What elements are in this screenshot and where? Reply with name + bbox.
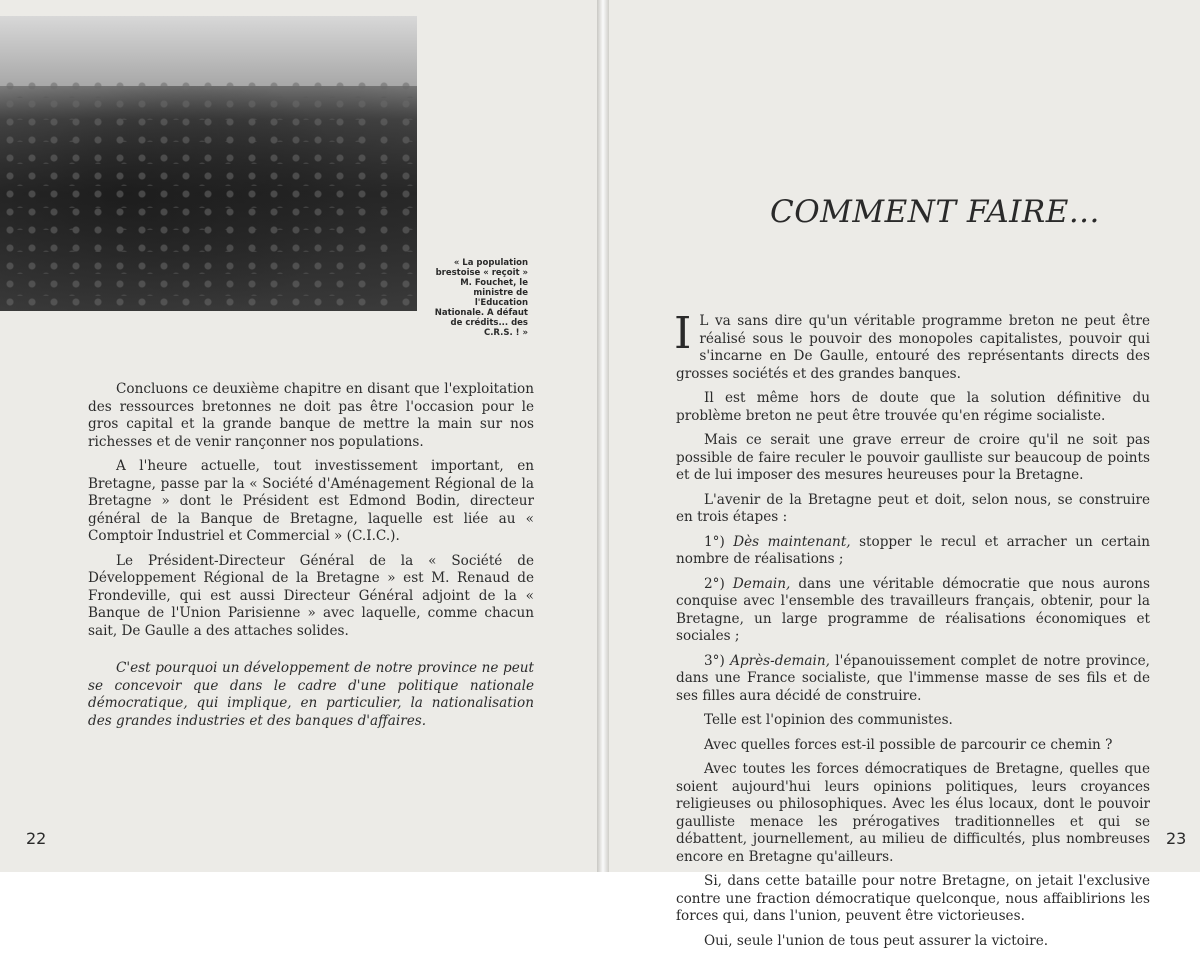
step-item [676, 576, 1150, 646]
left-page [0, 0, 597, 872]
left-body-text [88, 381, 534, 737]
right-paragraph: Il est même hors de doute que la solution définitive du problème breton ne peut être trouvée qu'en régime socialiste. [676, 390, 1150, 424]
photo-caption: « La population brestoise « reçoit » M. Fouchet, le ministre de l'Education Nationale. A défaut de crédits... des C.R.S. ! » [434, 258, 528, 338]
right-paragraph: Oui, seule l'union de tous peut assurer la victoire. [704, 932, 1049, 949]
page-number-left: 22 [26, 829, 47, 848]
left-paragraph: A l'heure actuelle, tout investissement important, en Bretagne, passe par la « Société d'Aménagement Régional de la Bretagne » dont le Président est Edmond Bodin, directeur général de la Banque de Bretagne, laquelle est liée au « Comptoir Industriel et Commercial » (C.I.C.). [88, 458, 534, 544]
right-paragraph: Telle est l'opinion des communistes. [704, 712, 953, 728]
step-label: Dès maintenant, [733, 533, 851, 550]
crowd-photo [0, 16, 417, 311]
drop-cap: I [674, 308, 692, 359]
step-number: 3°) [704, 652, 725, 669]
first-paragraph-text: L va sans dire qu'un véritable programme breton ne peut être réalisé sous le pouvoir des monopoles capitalistes, pouvoir qui s'incarne en De Gaulle, entouré des représentants directs des grosses sociétés et des grandes banques. [676, 313, 1150, 382]
right-paragraph: Si, dans cette bataille pour notre Bretagne, on jetait l'exclusive contre une fraction démocratique quelconque, nous affaiblirions les forces qui, dans l'union, peuvent être victorieuses. [676, 873, 1150, 924]
book-gutter [597, 0, 609, 872]
step-text: dans une véritable démocratie que nous aurons conquise avec l'ensemble des travailleurs français, obtenir, pour la Bretagne, un large programme de réalisations économiques et sociales ; [676, 575, 1150, 644]
left-paragraph: Concluons ce deuxième chapitre en disant que l'exploitation des ressources bretonnes ne doit pas être l'occasion pour le gros capital et la grande banque de mettre la main sur nos richesses et de venir rançonner nos populations. [88, 381, 534, 450]
step-number: 2°) [704, 575, 725, 592]
right-paragraph: L'avenir de la Bretagne peut et doit, selon nous, se construire en trois étapes : [676, 491, 1150, 525]
chapter-title: COMMENT FAIRE... [770, 194, 1100, 230]
step-label: Après-demain, [730, 652, 830, 669]
left-italic-paragraph: C'est pourquoi un développement de notre province ne peut se concevoir que dans le cadre d'une politique nationale démocratique, qui implique, en particulier, la nationalisation des grandes industries et des banques d'affaires. [88, 660, 534, 729]
right-paragraph: Avec toutes les forces démocratiques de Bretagne, quelles que soient aujourd'hui leurs opinions politiques, leurs croyances religieuses ou philosophiques. Avec les élus locaux, dont le pouvoir gaulliste menace les prérogatives traditionnelles et qui se débattent, journellement, au milieu de difficultés, plus nombreuses encore en Bretagne qu'ailleurs. [676, 761, 1150, 865]
right-paragraph: Avec quelles forces est-il possible de parcourir ce chemin ? [704, 736, 1113, 753]
step-text: stopper le recul et arracher un certain nombre de réalisations ; [676, 533, 1150, 567]
photo-crowd [0, 76, 417, 311]
right-paragraph: Mais ce serait une grave erreur de croire qu'il ne soit pas possible de faire reculer le pouvoir gaulliste sur beaucoup de points et de lui imposer des mesures heureuses pour la Bretagne. [676, 432, 1150, 483]
right-body-text [674, 308, 1150, 957]
first-paragraph [674, 308, 1150, 383]
step-label: Demain, [732, 575, 791, 592]
left-paragraph: Le Président-Directeur Général de la « Société de Développement Régional de la Bretagne » est M. Renaud de Frondeville, qui est aussi Directeur Général adjoint de la « Banque de l'Union Parisienne » avec laquelle, comme chacun sait, De Gaulle a des attaches solides. [88, 552, 534, 639]
step-item [676, 534, 1150, 569]
step-text: l'épanouissement complet de notre province, dans une France socialiste, que l'immense masse de ses fils et de ses filles aura décidé de construire. [676, 652, 1150, 704]
page-number-right: 23 [1166, 829, 1187, 848]
step-number: 1°) [704, 533, 725, 550]
step-item [676, 653, 1150, 706]
